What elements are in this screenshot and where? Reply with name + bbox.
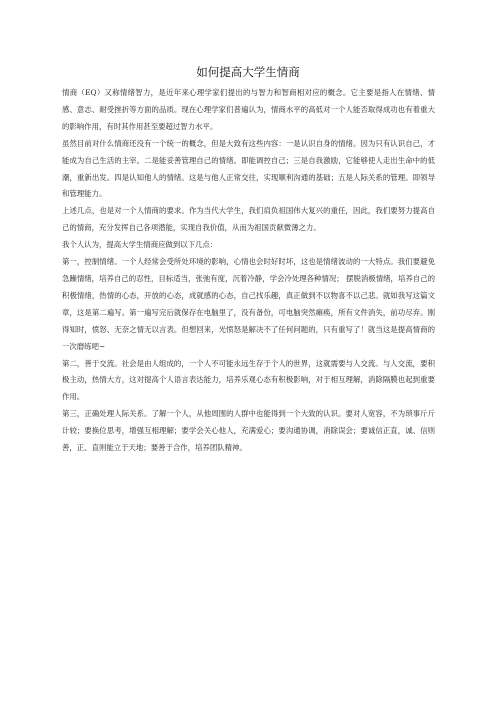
document-title: 如何提高大学生情商 — [196, 65, 300, 79]
paragraph-eq-contents: 虽然目前对什么情商还没有一个统一的概念，但是大致有这些内容：一是认识自身的情绪。因为只有认识自己，才能成为自己生活的主宰。二是能妥善管理自己的情绪。即能调控自己；三是自我激励，它能够使人走出生命中的低潮，重新出发。四是认知他人的情绪。这是与他人正常交往，实现顺利沟通的基础；五是人际关系的管理。即领导和管理能力。 — [62, 138, 435, 199]
paragraph-communication: 第二，善于交流。社会是由人组成的，一个人不可能永远生存于个人的世界，这就需要与人交流。与人交流，要积极主动，热情大方，这对提高个人语言表达能力，培养乐观心态有积极影响，对于相互理解，消除隔膜也起到重要作用。 — [62, 358, 435, 402]
paragraph-control-emotion: 第一，控制情绪。一个人经常会受所处环境的影响，心情也会时好时坏，这也是情绪波动的一大特点。我们要避免急躁情绪，培养自己的忍性，目标适当，张弛有度，沉着冷静，学会冷处理各种情况； 摆脱消极情绪，培养自己的积极情绪，热情的心态，开放的心态，成就感的心态，自己找乐趣，真正做到不以物喜不以己悲。就如我写这篇文章，这是第二遍写。第一遍写完后就保存在电脑里了，没有备份，可电脑突然瘫痪，所有文件消失，前功尽弃。刚得知时，愤怒、无奈之情无以言表。但想回来，光愤怒是解决不了任何问题的，只有重写了！就当这是提高情商的一次磨练吧~ — [62, 257, 435, 351]
paragraph-student-responsibility: 上述几点，也是对一个人情商的要求。作为当代大学生，我们肩负祖国伟大复兴的重任，因此，我们要努力提高自己的情商，充分发挥自己各项潜能，实现自我价值，从而为祖国贡献微薄之力。 — [62, 206, 435, 233]
paragraph-eq-definition: 情商（EQ）又称情绪智力，是近年来心理学家们提出的与智力和智商相对应的概念。它主要是指人在情绪、情感、意志、耐受挫折等方面的品质。现在心理学家们普遍认为，情商水平的高低对一个人能否取得成功也有着重大的影响作用，有时其作用甚至要超过智力水平。 — [62, 88, 435, 131]
paragraph-relationships: 第三，正确处理人际关系。了解一个人，从他周围的人群中也能得到一个大致的认识。要对人宽容，不为琐事斤斤计较；要换位思考，增强互相理解；要学会关心他人，充满爱心；要沟通协调，消除误会；要诚信正直，诚、信则善，正、直则能立于天地；要善于合作，培养团队精神。 — [62, 409, 435, 453]
document-body — [62, 85, 435, 457]
paragraph-intro-points: 我个人认为，提高大学生情商应做到以下几点： — [62, 240, 218, 250]
